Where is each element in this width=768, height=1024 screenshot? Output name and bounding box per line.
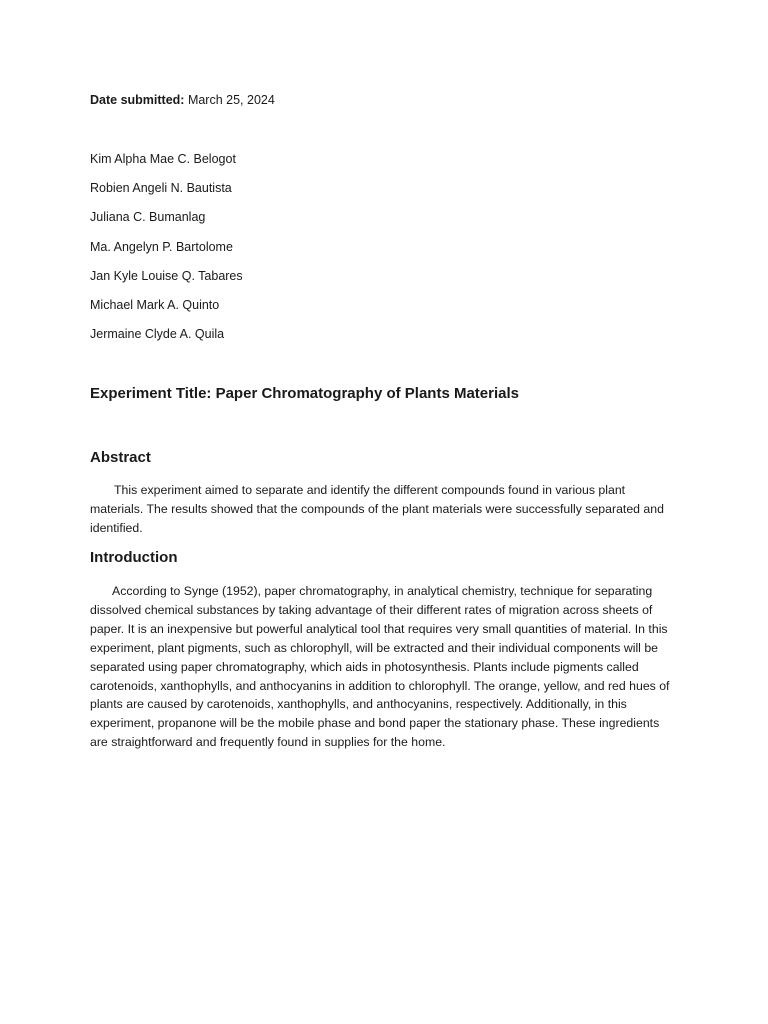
author-name: Michael Mark A. Quinto: [90, 297, 220, 312]
abstract-heading: Abstract: [90, 449, 151, 466]
date-submitted: [90, 93, 275, 107]
date-value: March 25, 2024: [187, 93, 275, 107]
introduction-text: According to Synge (1952), paper chromatography, in analytical chemistry, technique for separating dissolved chemical substances by taking advantage of their different rates of migration across sheets of paper. It is an inexpensive but powerful analytical tool that requires very small quantities of material. In this experiment, plant pigments, such as chlorophyll, will be extracted and their individual components will be separated using paper chromatography, which aids in photosynthesis. Plants include pigments called carotenoids, xanthophylls, and anthocyanins in addition to chlorophyll. The orange, yellow, and red hues of plants are caused by carotenoids, xanthophylls, and anthocyanins, respectively. Additionally, in this experiment, propanone will be the mobile phase and bond paper the stationary phase. These ingredients are straightforward and frequently found in supplies for the home.: [90, 584, 670, 750]
abstract-text: This experiment aimed to separate and identify the different compounds found in various plant materials. The results showed that the compounds of the plant materials were successfully separated and identified.: [90, 483, 664, 535]
author-list: [90, 151, 243, 355]
author-name: Jermaine Clyde A. Quila: [90, 327, 225, 342]
author-name: Jan Kyle Louise Q. Tabares: [90, 268, 243, 283]
author-name: Ma. Angelyn P. Bartolome: [90, 239, 233, 254]
date-label: Date submitted:: [90, 93, 185, 107]
author-name: Robien Angeli N. Bautista: [90, 181, 232, 196]
experiment-title: Experiment Title: Paper Chromatography of Plants Materials: [90, 385, 519, 402]
author-name: Kim Alpha Mae C. Belogot: [90, 152, 236, 166]
introduction-heading: Introduction: [90, 549, 178, 566]
author-name: Juliana C. Bumanlag: [90, 210, 206, 225]
